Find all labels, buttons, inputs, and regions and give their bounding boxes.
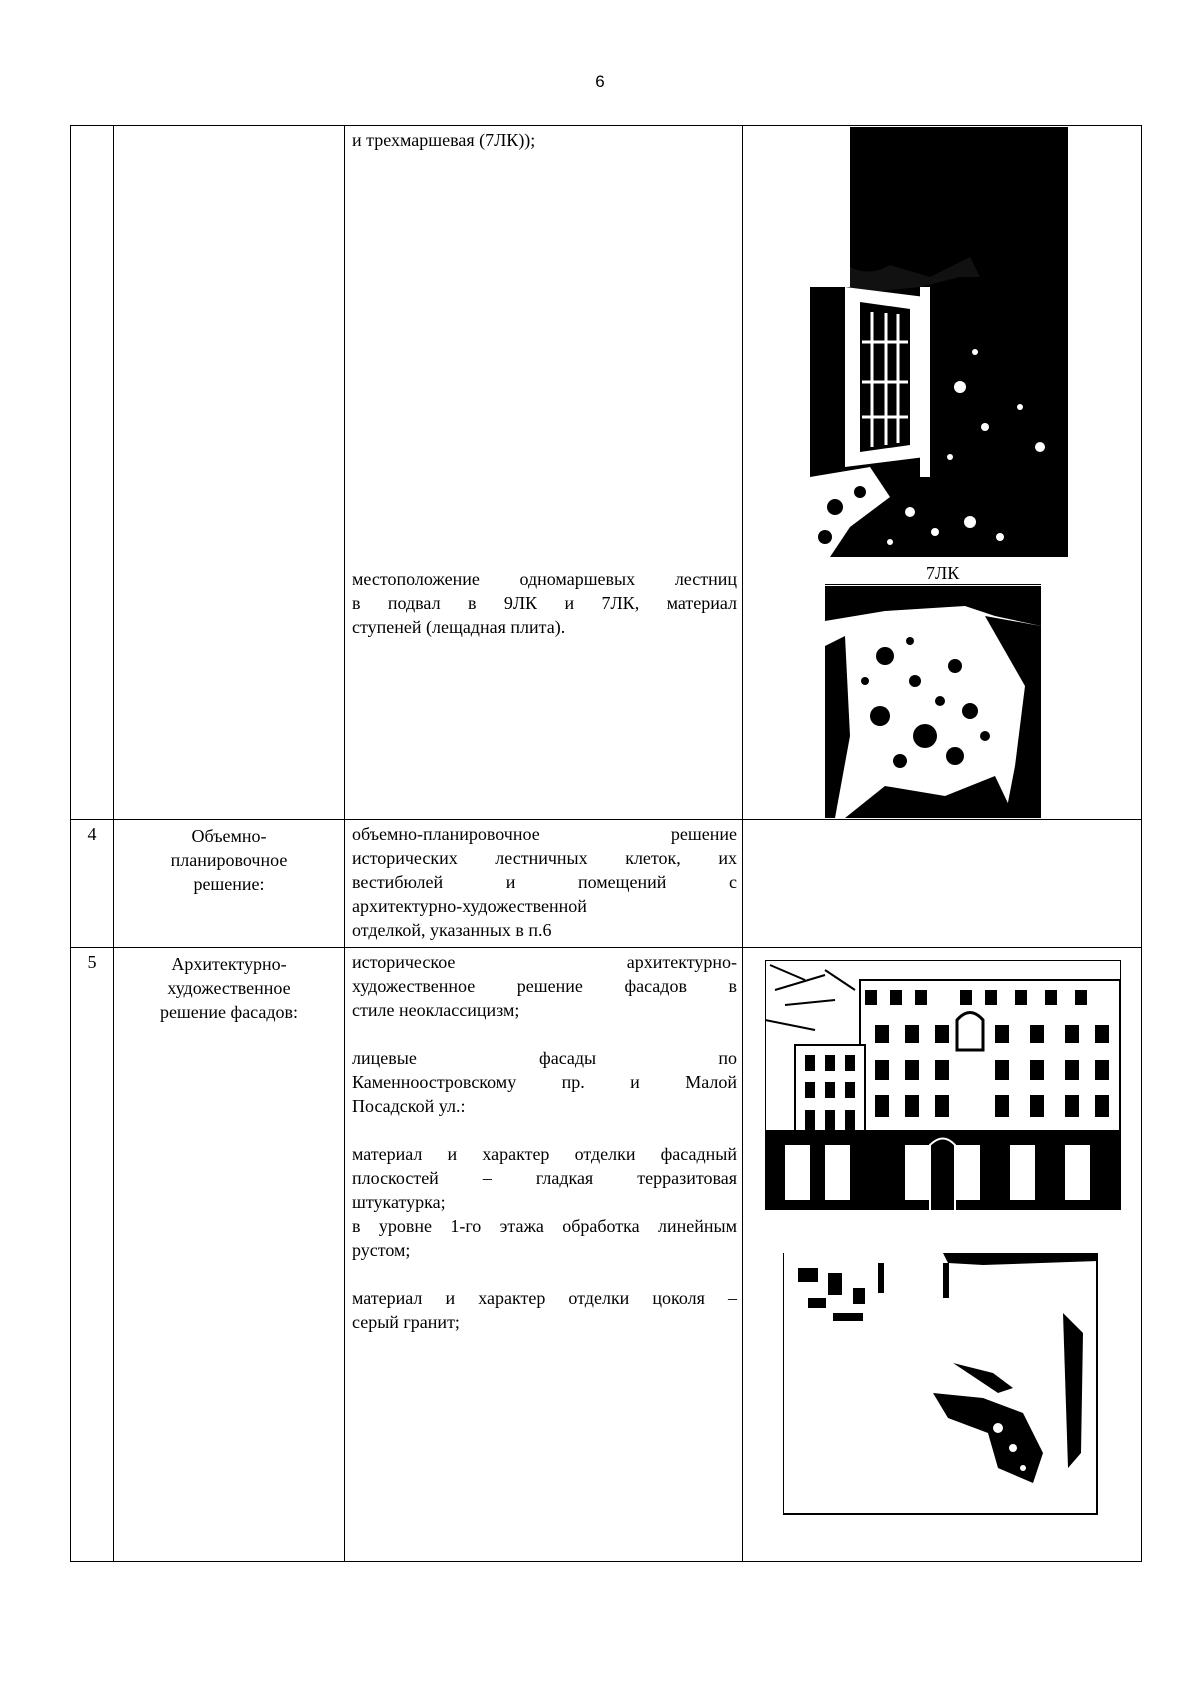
table-row xyxy=(71,820,1142,948)
paragraph-line: ступеней (лещадная плита). xyxy=(352,617,566,637)
paragraph-line: штукатурка; xyxy=(352,1192,446,1212)
plinth-photo xyxy=(783,1253,1098,1515)
title-line: решение: xyxy=(193,874,265,894)
title-line: художественное xyxy=(167,978,291,998)
paragraph-line: историческое архитектурно- xyxy=(352,952,737,972)
paragraph-line: серый гранит; xyxy=(352,1312,460,1332)
paragraph-line: в уровне 1-го этажа обработка линейным xyxy=(352,1216,737,1236)
row-title xyxy=(114,948,345,1562)
spacer xyxy=(352,1022,737,1046)
paragraph-line: архитектурно-художественной xyxy=(352,896,587,916)
document-table xyxy=(70,125,1142,1562)
row-description xyxy=(345,948,743,1562)
stone-steps-photo xyxy=(825,586,1041,818)
paragraph-line: исторических лестничных клеток, их xyxy=(352,848,737,868)
table-row xyxy=(71,948,1142,1562)
caption-rule xyxy=(825,584,1041,585)
paragraph-line: Посадской ул.: xyxy=(352,1096,466,1116)
title-line: решение фасадов: xyxy=(159,1002,299,1022)
table-row xyxy=(71,126,1142,820)
row-description xyxy=(345,820,743,948)
paragraph-line: художественное решение фасадов в xyxy=(352,976,737,996)
title-line: Архитектурно- xyxy=(171,954,287,974)
row-title xyxy=(114,126,345,820)
paragraph-line: Каменноостровскому пр. и Малой xyxy=(352,1072,737,1092)
spacer xyxy=(352,1262,737,1286)
photo-caption: 7ЛК xyxy=(926,563,960,583)
title-line: Объемно- xyxy=(191,826,267,846)
paragraph-line: отделкой, указанных в п.6 xyxy=(352,920,552,940)
title-line: планировочное xyxy=(170,850,288,870)
paragraph-line: лицевые фасады по xyxy=(352,1048,737,1068)
facade-photo xyxy=(765,960,1121,1222)
row-number: 4 xyxy=(71,820,114,948)
paragraph-line: объемно-планировочное решение xyxy=(352,824,737,844)
paragraph-block xyxy=(352,567,737,639)
row-title xyxy=(114,820,345,948)
paragraph-line: плоскостей – гладкая терразитовая xyxy=(352,1168,737,1188)
paragraph-line: местоположение одномаршевых лестниц xyxy=(352,569,737,589)
spacer xyxy=(352,1118,737,1142)
row-number: 5 xyxy=(71,948,114,1562)
page-number: 6 xyxy=(595,72,605,91)
paragraph-line: в подвал в 9ЛК и 7ЛК, материал xyxy=(352,593,737,613)
photo-cell xyxy=(743,126,1142,820)
row-description xyxy=(345,126,743,820)
paragraph-line: материал и характер отделки фасадный xyxy=(352,1144,737,1164)
photo-cell xyxy=(743,948,1142,1562)
row-number xyxy=(71,126,114,820)
paragraph-line: стиле неоклассицизм; xyxy=(352,1000,520,1020)
photo-cell xyxy=(743,820,1142,948)
staircase-photo xyxy=(810,127,1068,557)
paragraph: и трехмаршевая (7ЛК)); xyxy=(352,130,536,150)
paragraph-line: рустом; xyxy=(352,1240,411,1260)
paragraph-line: материал и характер отделки цоколя – xyxy=(352,1288,737,1308)
paragraph-line: вестибюлей и помещений с xyxy=(352,872,737,892)
